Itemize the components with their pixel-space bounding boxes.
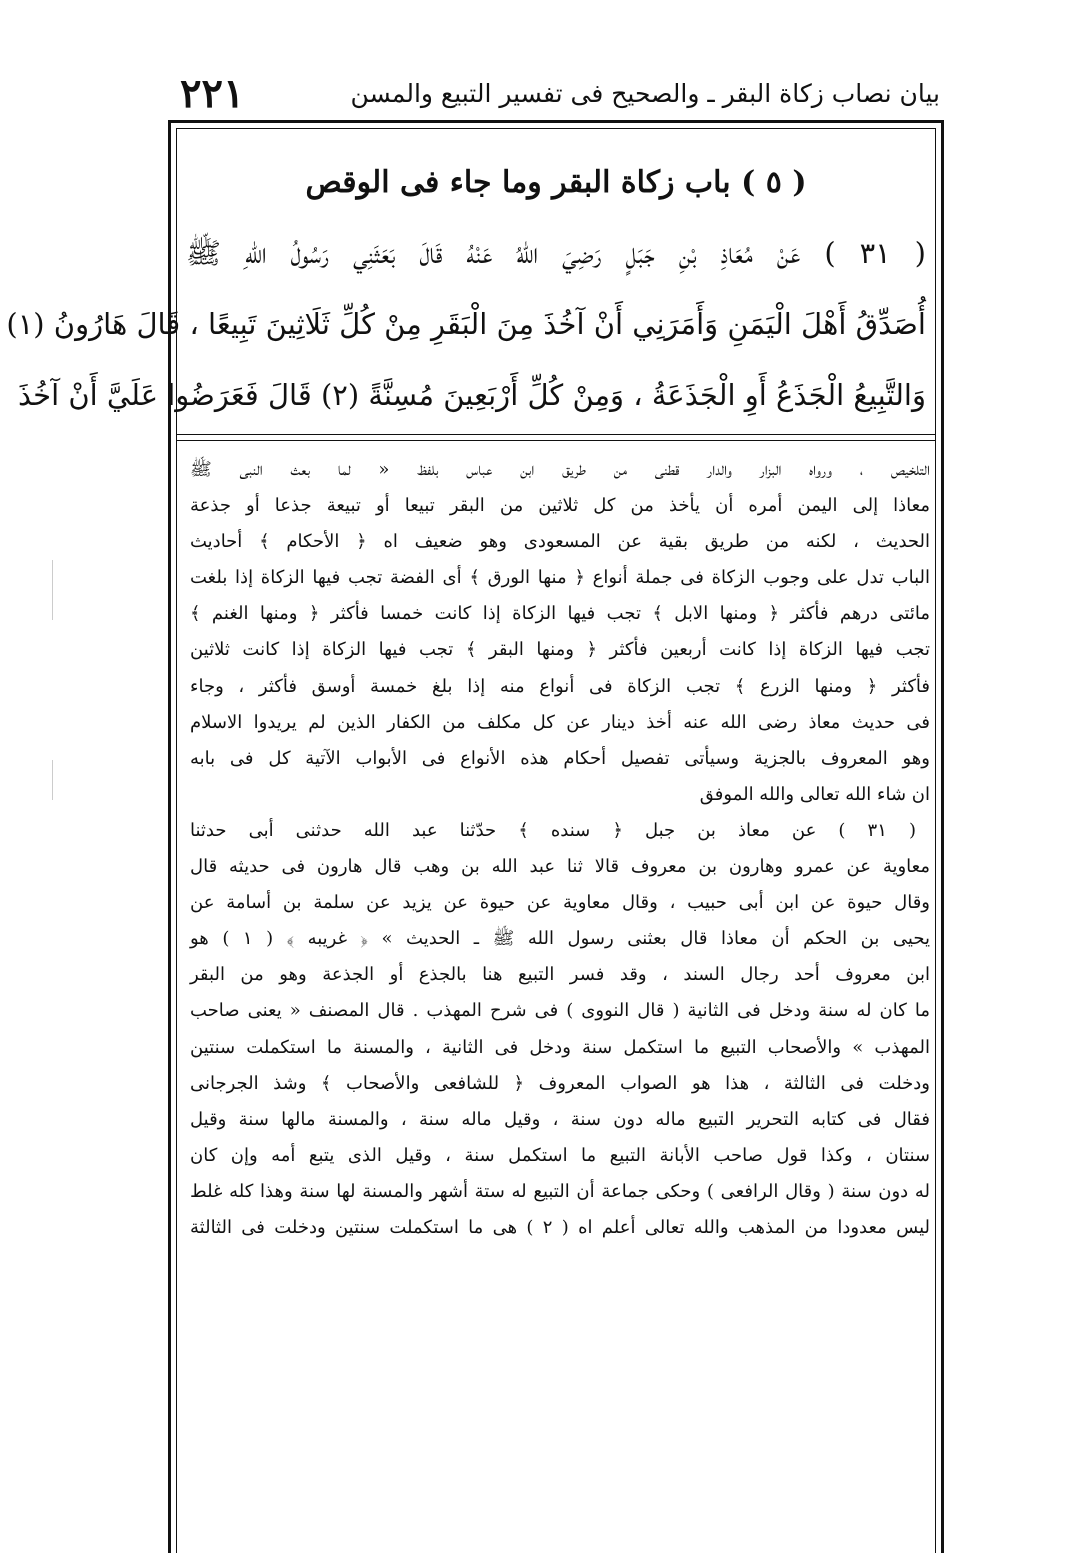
commentary-line: ليس معدودا من المذهب والله تعالى أعلم اه ( ٢ ) هى ما استكملت سنتين ودخلت فى الثالثة [190,1216,930,1238]
page-header [180,72,940,116]
commentary-line: معاذا إلى اليمن أمره أن يأخذ من كل ثلاثين من البقر تبيعا أو تبيعة جذعا أو جذعة [190,495,930,517]
commentary-line: ما كان له سنة ودخل فى الثانية ( قال النووى ) فى شرح المهذب . قال المصنف « يعنى صاحب [190,1000,930,1022]
hadith-text-block [6,218,926,431]
commentary-line: له دون سنة ( وقال الرافعى ) وحكى جماعة أن التبيع له ستة أشهر والمسنة لها سنة وهذا كله غلط [190,1180,930,1202]
commentary-line: ودخلت فى الثالثة ، هذا هو الصواب المعروف ﴿ للشافعى والأصحاب ﴾ وشذ الجرجانى [190,1072,930,1094]
commentary-line: يحيى بن الحكم أن معاذا قال بعثنى رسول الله ﷺ ـ الحديث » ﴿ غريبه ﴾ ( ١ ) هو [190,928,930,950]
commentary-line: ان شاء الله تعالى والله الموفق [699,783,930,805]
commentary-line: تجب فيها الزكاة إذا كانت أربعين فأكثر ﴿ ومنها البقر ﴾ تجب فيها الزكاة إذا كانت ثلاثين [190,639,930,661]
scan-margin-mark [52,560,53,620]
page-number: ٢٢١ [180,70,245,117]
running-title: بيان نصاب زكاة البقر ـ والصحيح فى تفسير التبيع والمسن [350,79,940,108]
commentary-line: الباب تدل على وجوب الزكاة فى جملة أنواع ﴿ منها الورق ﴾ أى الفضة تجب فيها الزكاة إذا بلغت [190,567,930,589]
section-divider [176,434,936,435]
commentary-line: الحديث ، لكنه من طريق بقية عن المسعودى وهو ضعيف اه ﴿ الأحكام ﴾ أحاديث [190,531,930,553]
commentary-line: وقال حيوة عن ابن أبى حبيب ، وقال معاوية عن حيوة عن يزيد عن سلمة بن أسامة عن [190,892,930,914]
commentary-block [190,452,930,1246]
commentary-line: التلخيص ، ورواه البزار والدار قطنى من طريق ابن عباس بلفظ « لما بعث النبى ﷺ [190,459,930,480]
commentary-line: وهو المعروف بالجزية وسيأتى تفصيل أحكام هذه الأنواع فى الأبواب الآتية كل فى بابه [190,747,930,769]
section-divider [176,440,936,441]
commentary-line: المهذب » والأصحاب التبيع ما استكمل سنة ودخل فى الثانية ، والمسنة ما استكملت سنتين [190,1036,930,1058]
commentary-line: مائتى درهم فأكثر ﴿ ومنها الابل ﴾ تجب فيها الزكاة إذا كانت خمسا فأكثر ﴿ ومنها الغنم ﴾ [190,603,930,625]
commentary-line: فى حديث معاذ رضى الله عنه أخذ دينار عن كل مكلف من الكفار الذين لم يريدوا الاسلام [190,711,930,733]
hadith-line: أُصَدِّقُ أَهْلَ الْيَمَنِ وَأَمَرَنِي أَنْ آخُذَ مِنَ الْبَقَرِ مِنْ كُلِّ ثَلَاثِينَ تَبِيعًا ، قَالَ هَارُونُ (١) [6,307,926,341]
commentary-line: معاوية عن عمرو وهارون بن معروف قالا ثنا عبد الله بن وهب قال هارون فى حديثه قال [190,856,930,878]
commentary-line: فقال فى كتابه التحرير التبيع ماله دون سنة ، وقيل ماله سنة ، والمسنة مالها سنة وقيل [190,1108,930,1130]
chapter-heading: ( ٥ ) باب زكاة البقر وما جاء فى الوقص [305,165,807,200]
commentary-line: ( ٣١ ) عن معاذ بن جبل ﴿ سنده ﴾ حدّثنا عبد الله حدثنى أبى حدثنا [190,819,916,841]
hadith-line: ( ٣١ ) عَنْ مُعَاذِ بْنِ جَبَلٍ رَضِيَ اللّٰهُ عَنْهُ قَالَ بَعَثَنِي رَسُولُ اللّٰهِ ﷺ [186,236,926,270]
scan-margin-mark [52,760,53,800]
commentary-line: فأكثر ﴿ ومنها الزرع ﴾ تجب الزكاة فى أنواع منه إذا بلغ خمسة أوسق فأكثر ، وجاء [190,675,930,697]
hadith-line: وَالتَّبِيعُ الْجَذَعُ أَوِ الْجَذَعَةُ ، وَمِنْ كُلِّ أَرْبَعِينَ مُسِنَّةً (٢) قَالَ فَعَرَضُوا عَلَيَّ أَنْ آخُذَ [17,378,926,412]
commentary-line: ابن معروف أحد رجال السند ، وقد فسر التبيع هنا بالجذع أو الجذعة وهو من البقر [190,964,930,986]
commentary-line: سنتان ، وكذا قول صاحب الأبانة التبيع ما استكمل سنة ، وقيل الذى يتبع أمه وإن كان [190,1144,930,1166]
